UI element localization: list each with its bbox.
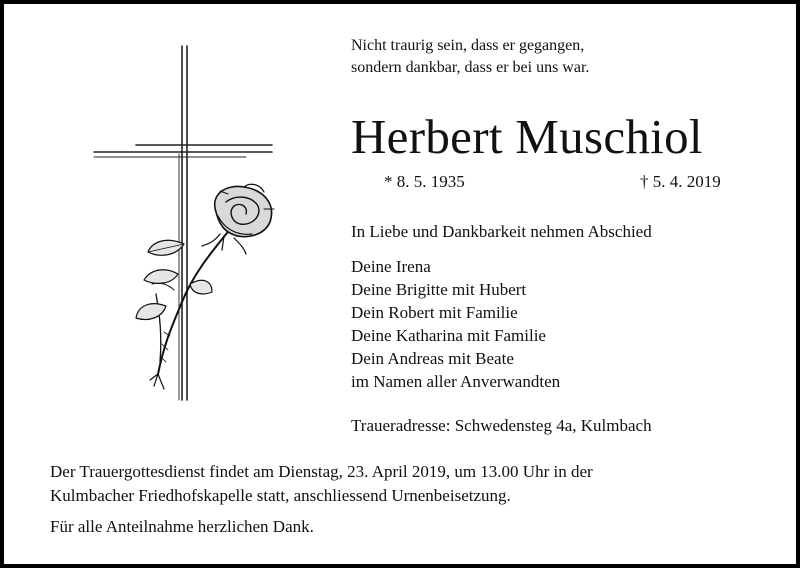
cross-with-rose-illustration (86, 44, 286, 404)
mourner-entry: Deine Irena (351, 257, 431, 276)
death-date: † 5. 4. 2019 (640, 172, 721, 191)
birth-date: * 8. 5. 1935 (384, 172, 465, 191)
mourning-address: Traueradresse: Schwedensteg 4a, Kulmbach (351, 416, 652, 435)
mourner-entry: Deine Katharina mit Familie (351, 326, 546, 345)
farewell-intro: In Liebe und Dankbarkeit nehmen Abschied (351, 222, 652, 241)
rose-icon (136, 184, 274, 389)
motto-quote (351, 35, 589, 79)
mourner-entry: Dein Andreas mit Beate (351, 349, 514, 368)
service-info (50, 460, 593, 508)
service-line: Der Trauergottesdienst findet am Dienstag, 23. April 2019, um 13.00 Uhr in der (50, 462, 593, 481)
mourner-entry: im Namen aller Anverwandten (351, 372, 561, 391)
deceased-name: Herbert Muschiol (351, 109, 703, 164)
motto-line: sondern dankbar, dass er bei uns war. (351, 59, 590, 76)
mourners-list (351, 255, 560, 393)
service-line: Kulmbacher Friedhofskapelle statt, anschliessend Urnenbeisetzung. (50, 486, 511, 505)
motto-line: Nicht traurig sein, dass er gegangen, (351, 37, 585, 54)
thanks-line: Für alle Anteilnahme herzlichen Dank. (50, 517, 314, 536)
mourner-entry: Deine Brigitte mit Hubert (351, 280, 527, 299)
mourner-entry: Dein Robert mit Familie (351, 303, 518, 322)
